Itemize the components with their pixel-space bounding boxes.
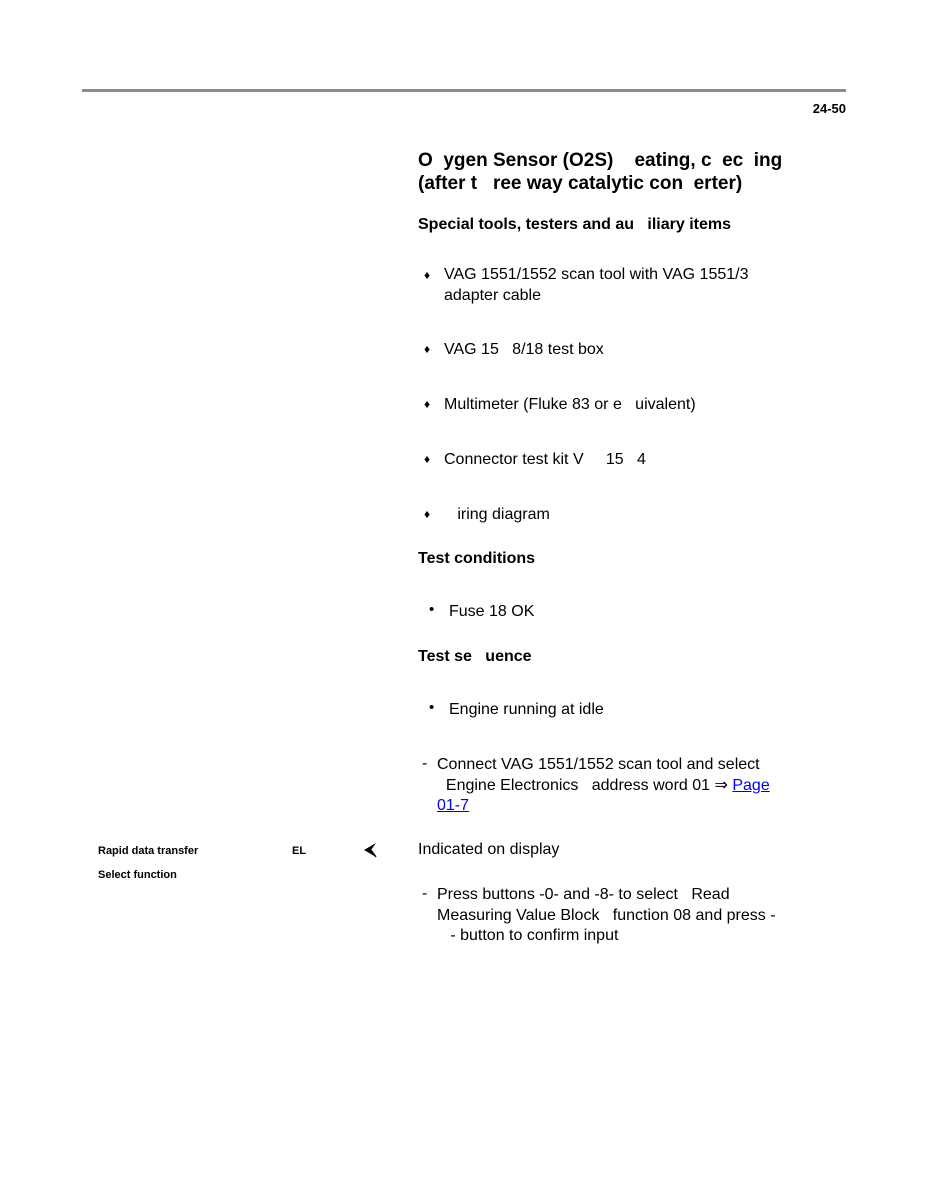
step-line	[437, 796, 837, 817]
step-line-text: Engine Electronics address word 01	[437, 776, 715, 794]
sequence-heading: Test se uence	[418, 648, 532, 665]
display-line-1-left: Rapid data transfer	[98, 845, 199, 857]
diamond-bullet-icon: ♦	[424, 452, 431, 466]
tool-item: VAG 15 8/18 test box	[444, 341, 604, 358]
pointer-arrow-icon	[362, 842, 378, 858]
display-line-2-left: Select function	[98, 869, 177, 881]
title-line-1: O ygen Sensor (O2S) eating, c ec ing	[418, 150, 783, 171]
tool-item-line: VAG 1551/1552 scan tool with VAG 1551/3	[444, 266, 749, 283]
display-line-1-right: EL	[292, 845, 307, 857]
step-press-buttons	[437, 885, 837, 947]
step-line: Connect VAG 1551/1552 scan tool and select	[437, 756, 760, 773]
tool-item: Connector test kit V 15 4	[444, 451, 646, 468]
tool-item: iring diagram	[444, 506, 550, 523]
title-line-2: (after t ree way catalytic con erter)	[418, 173, 743, 194]
step-dash: -	[422, 755, 428, 772]
step-dash: -	[422, 885, 428, 902]
sequence-item: Engine running at idle	[449, 701, 604, 718]
tool-item: Multimeter (Fluke 83 or e uivalent)	[444, 396, 696, 413]
header-rule	[82, 89, 846, 92]
diamond-bullet-icon: ♦	[424, 507, 431, 521]
diamond-bullet-icon: ♦	[424, 268, 431, 282]
page-number: 24-50	[812, 101, 846, 116]
arrow-right-icon: ⇒	[714, 776, 728, 794]
tool-item-line: adapter cable	[444, 286, 541, 304]
step-line: - button to confirm input	[437, 927, 619, 944]
page-link-01-7[interactable]: Page	[732, 776, 770, 794]
display-note: Indicated on display	[418, 841, 560, 858]
condition-item: Fuse 18 OK	[449, 603, 535, 620]
section-title	[418, 149, 838, 195]
diamond-bullet-icon: ♦	[424, 342, 431, 356]
step-line	[437, 776, 837, 797]
step-connect-scan-tool	[437, 755, 837, 817]
diamond-bullet-icon: ♦	[424, 397, 431, 411]
dot-bullet-icon: •	[429, 699, 435, 716]
step-line: Press buttons -0- and -8- to select Read	[437, 886, 730, 903]
tools-heading: Special tools, testers and au iliary items	[418, 216, 732, 233]
step-line: Measuring Value Block function 08 and press -	[437, 906, 776, 924]
tool-item	[444, 265, 824, 306]
page-link-01-7-continued[interactable]: 01-7	[437, 797, 470, 814]
conditions-heading: Test conditions	[418, 550, 536, 567]
dot-bullet-icon: •	[429, 601, 435, 618]
